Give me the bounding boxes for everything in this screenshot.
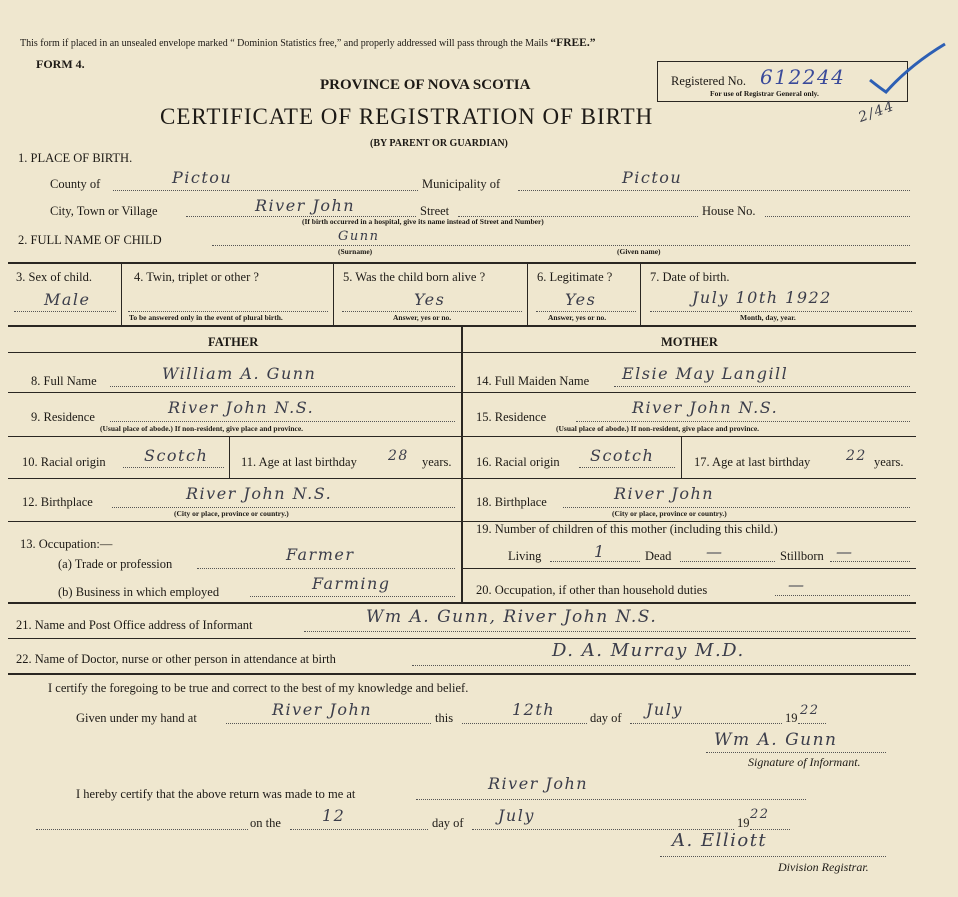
city-label: City, Town or Village <box>50 204 158 218</box>
day-line <box>462 723 587 724</box>
mother-racial-line <box>579 467 675 468</box>
father-residence-label: 9. Residence <box>31 410 95 424</box>
child-name-line <box>212 245 910 246</box>
informant-signature-label: Signature of Informant. <box>748 755 861 769</box>
dead-value: — <box>706 542 724 561</box>
registrar-year-prefix: 19 <box>737 816 750 830</box>
date-of-birth-label: 7. Date of birth. <box>650 270 730 284</box>
registrar-signature-line <box>660 856 886 857</box>
father-age-label: 11. Age at last birthday <box>241 455 357 469</box>
legitimate-note: Answer, yes or no. <box>548 313 607 322</box>
twin-note: To be answered only in the event of plural birth. <box>129 313 283 322</box>
legitimate-value: Yes <box>565 290 597 309</box>
day-of-label: day of <box>590 711 622 725</box>
living-line <box>550 561 640 562</box>
certify-month-value: July <box>646 700 683 719</box>
registrar-place-value: River John <box>488 774 589 793</box>
twin-line <box>128 311 328 312</box>
form-number: FORM 4. <box>36 57 85 71</box>
date-of-birth-value: July 10th 1922 <box>692 288 832 307</box>
mother-birthplace-line <box>563 507 910 508</box>
mother-name-value: Elsie May Langill <box>622 364 789 383</box>
this-label: this <box>435 711 454 725</box>
mother-residence-value: River John N.S. <box>632 398 779 417</box>
sex-value: Male <box>44 290 91 309</box>
certify-day-value: 12th <box>512 700 556 719</box>
child-name-label: 2. FULL NAME OF CHILD <box>18 233 162 247</box>
informant-label: 21. Name and Post Office address of Informant <box>16 618 253 632</box>
doctor-value: D. A. Murray M.D. <box>552 640 745 661</box>
county-line <box>113 190 418 191</box>
registered-number-label: Registered No. <box>671 74 746 88</box>
mother-age-unit: years. <box>874 455 904 469</box>
given-place-value: River John <box>272 700 373 719</box>
mother-occupation-value: — <box>788 575 806 594</box>
sex-line <box>14 311 116 312</box>
mother-birthplace-note: (City or place, province or country.) <box>612 509 727 518</box>
mother-residence-note: (Usual place of abode.) If non-resident, give place and province. <box>556 424 760 433</box>
father-name-line <box>110 386 455 387</box>
rule <box>229 437 230 478</box>
mother-occupation-line <box>775 595 910 596</box>
given-place-line <box>226 723 431 724</box>
date-of-birth-note: Month, day, year. <box>740 313 796 322</box>
business-label: (b) Business in which employed <box>58 585 220 599</box>
registrar-signature: A. Elliott <box>672 830 768 851</box>
registrar-year-value: 22 <box>750 807 770 822</box>
father-age-value: 28 <box>388 448 409 464</box>
child-surname-label: (Surname) <box>338 247 373 256</box>
street-label: Street <box>420 204 450 218</box>
mother-residence-label: 15. Residence <box>476 410 547 424</box>
rule <box>8 602 916 604</box>
year-line <box>798 723 826 724</box>
informant-signature-line <box>706 752 886 753</box>
business-line <box>250 596 455 597</box>
business-value: Farming <box>312 574 391 593</box>
municipality-value: Pictou <box>622 168 683 187</box>
informant-signature: Wm A. Gunn <box>714 730 838 750</box>
legitimate-label: 6. Legitimate ? <box>537 270 613 284</box>
on-the-label: on the <box>250 816 281 830</box>
rule <box>8 392 916 393</box>
certificate-title: CERTIFICATE OF REGISTRATION OF BIRTH <box>160 104 654 129</box>
mother-name-line <box>614 386 910 387</box>
municipality-label: Municipality of <box>422 177 501 191</box>
dead-line <box>680 561 775 562</box>
rule <box>333 263 334 325</box>
mother-birthplace-label: 18. Birthplace <box>476 495 547 509</box>
legitimate-line <box>536 311 636 312</box>
registrar-statement: I hereby certify that the above return was made to me at <box>76 787 356 801</box>
father-birthplace-note: (City or place, province or country.) <box>174 509 289 518</box>
sex-label: 3. Sex of child. <box>16 270 93 284</box>
registrar-day-of-label: day of <box>432 816 464 830</box>
informant-line <box>304 631 910 632</box>
mother-birthplace-value: River John <box>614 484 715 503</box>
mother-occupation-label: 20. Occupation, if other than household duties <box>476 583 708 597</box>
mother-name-label: 14. Full Maiden Name <box>476 374 590 388</box>
registrar-place-line <box>416 799 806 800</box>
registrar-day-line <box>290 829 428 830</box>
mother-racial-label: 16. Racial origin <box>476 455 560 469</box>
city-value: River John <box>255 196 356 215</box>
father-age-unit: years. <box>422 455 452 469</box>
occupation-heading: 13. Occupation:— <box>20 537 113 551</box>
registered-number-note: For use of Registrar General only. <box>710 89 819 98</box>
father-name-label: 8. Full Name <box>31 374 97 388</box>
rule <box>681 437 682 478</box>
born-alive-value: Yes <box>414 290 446 309</box>
father-residence-note: (Usual place of abode.) If non-resident, give place and province. <box>100 424 304 433</box>
rule <box>8 673 916 675</box>
mother-racial-value: Scotch <box>590 446 655 465</box>
father-residence-value: River John N.S. <box>168 398 315 417</box>
dead-label: Dead <box>645 549 672 563</box>
postal-notice-free: “FREE.” <box>550 37 596 49</box>
child-given-name-label: (Given name) <box>617 247 661 256</box>
registered-number-value: 612244 <box>760 65 846 89</box>
rule <box>8 262 916 264</box>
registrar-blank-line <box>36 829 248 830</box>
blue-check-icon <box>850 40 950 100</box>
street-note: (If birth occurred in a hospital, give its name instead of Street and Number) <box>302 217 544 226</box>
rule <box>461 326 463 602</box>
postal-notice-text: This form if placed in an unsealed envelope marked “ Dominion Statistics free,” and properly addressed will pass through the Mails <box>20 38 548 49</box>
children-label: 19. Number of children of this mother (including this child.) <box>476 522 778 536</box>
county-value: Pictou <box>172 168 233 187</box>
month-line <box>630 723 782 724</box>
rule <box>8 352 916 353</box>
father-birthplace-label: 12. Birthplace <box>22 495 93 509</box>
rule <box>8 521 916 522</box>
registrar-signature-label: Division Registrar. <box>778 860 869 874</box>
trade-value: Farmer <box>286 545 355 564</box>
registrar-day-value: 12 <box>322 806 346 825</box>
child-surname-value: Gunn <box>338 229 380 244</box>
house-number-label: House No. <box>702 204 756 218</box>
mother-age-value: 22 <box>846 448 867 464</box>
rule <box>8 436 916 437</box>
postal-notice <box>20 37 595 49</box>
father-racial-label: 10. Racial origin <box>22 455 106 469</box>
certify-year-value: 22 <box>800 703 820 718</box>
mother-heading: MOTHER <box>661 335 718 349</box>
living-value: 1 <box>594 542 606 561</box>
doctor-line <box>412 665 910 666</box>
father-birthplace-line <box>112 507 455 508</box>
rule <box>527 263 528 325</box>
rule <box>8 478 916 479</box>
county-label: County of <box>50 177 101 191</box>
father-name-value: William A. Gunn <box>162 364 317 383</box>
born-alive-label: 5. Was the child born alive ? <box>343 270 486 284</box>
stillborn-line <box>830 561 910 562</box>
doctor-label: 22. Name of Doctor, nurse or other person in attendance at birth <box>16 652 336 666</box>
place-of-birth-heading: 1. PLACE OF BIRTH. <box>18 151 133 165</box>
stillborn-label: Stillborn <box>780 549 824 563</box>
father-racial-line <box>123 467 224 468</box>
given-under-label: Given under my hand at <box>76 711 197 725</box>
father-residence-line <box>110 421 455 422</box>
margin-note: 2/44 <box>856 98 898 126</box>
rule <box>121 263 122 325</box>
born-alive-line <box>342 311 522 312</box>
certify-year-prefix: 19 <box>785 711 798 725</box>
father-racial-value: Scotch <box>144 446 209 465</box>
mother-residence-line <box>576 421 910 422</box>
date-of-birth-line <box>650 311 912 312</box>
living-label: Living <box>508 549 542 563</box>
trade-line <box>197 568 455 569</box>
rule <box>462 568 916 569</box>
province-heading: PROVINCE OF NOVA SCOTIA <box>320 77 531 93</box>
certify-statement: I certify the foregoing to be true and correct to the best of my knowledge and belief. <box>48 681 469 695</box>
twin-label: 4. Twin, triplet or other ? <box>134 270 259 284</box>
registrar-month-value: July <box>498 806 535 825</box>
trade-label: (a) Trade or profession <box>58 557 173 571</box>
father-birthplace-value: River John N.S. <box>186 484 333 503</box>
mother-age-label: 17. Age at last birthday <box>694 455 811 469</box>
rule <box>640 263 641 325</box>
stillborn-value: — <box>836 542 854 561</box>
certificate-subtitle: (BY PARENT OR GUARDIAN) <box>370 138 508 149</box>
house-number-line <box>765 216 910 217</box>
father-heading: FATHER <box>208 335 259 349</box>
municipality-line <box>518 190 910 191</box>
born-alive-note: Answer, yes or no. <box>393 313 452 322</box>
informant-value: Wm A. Gunn, River John N.S. <box>366 607 658 627</box>
rule <box>8 638 916 639</box>
